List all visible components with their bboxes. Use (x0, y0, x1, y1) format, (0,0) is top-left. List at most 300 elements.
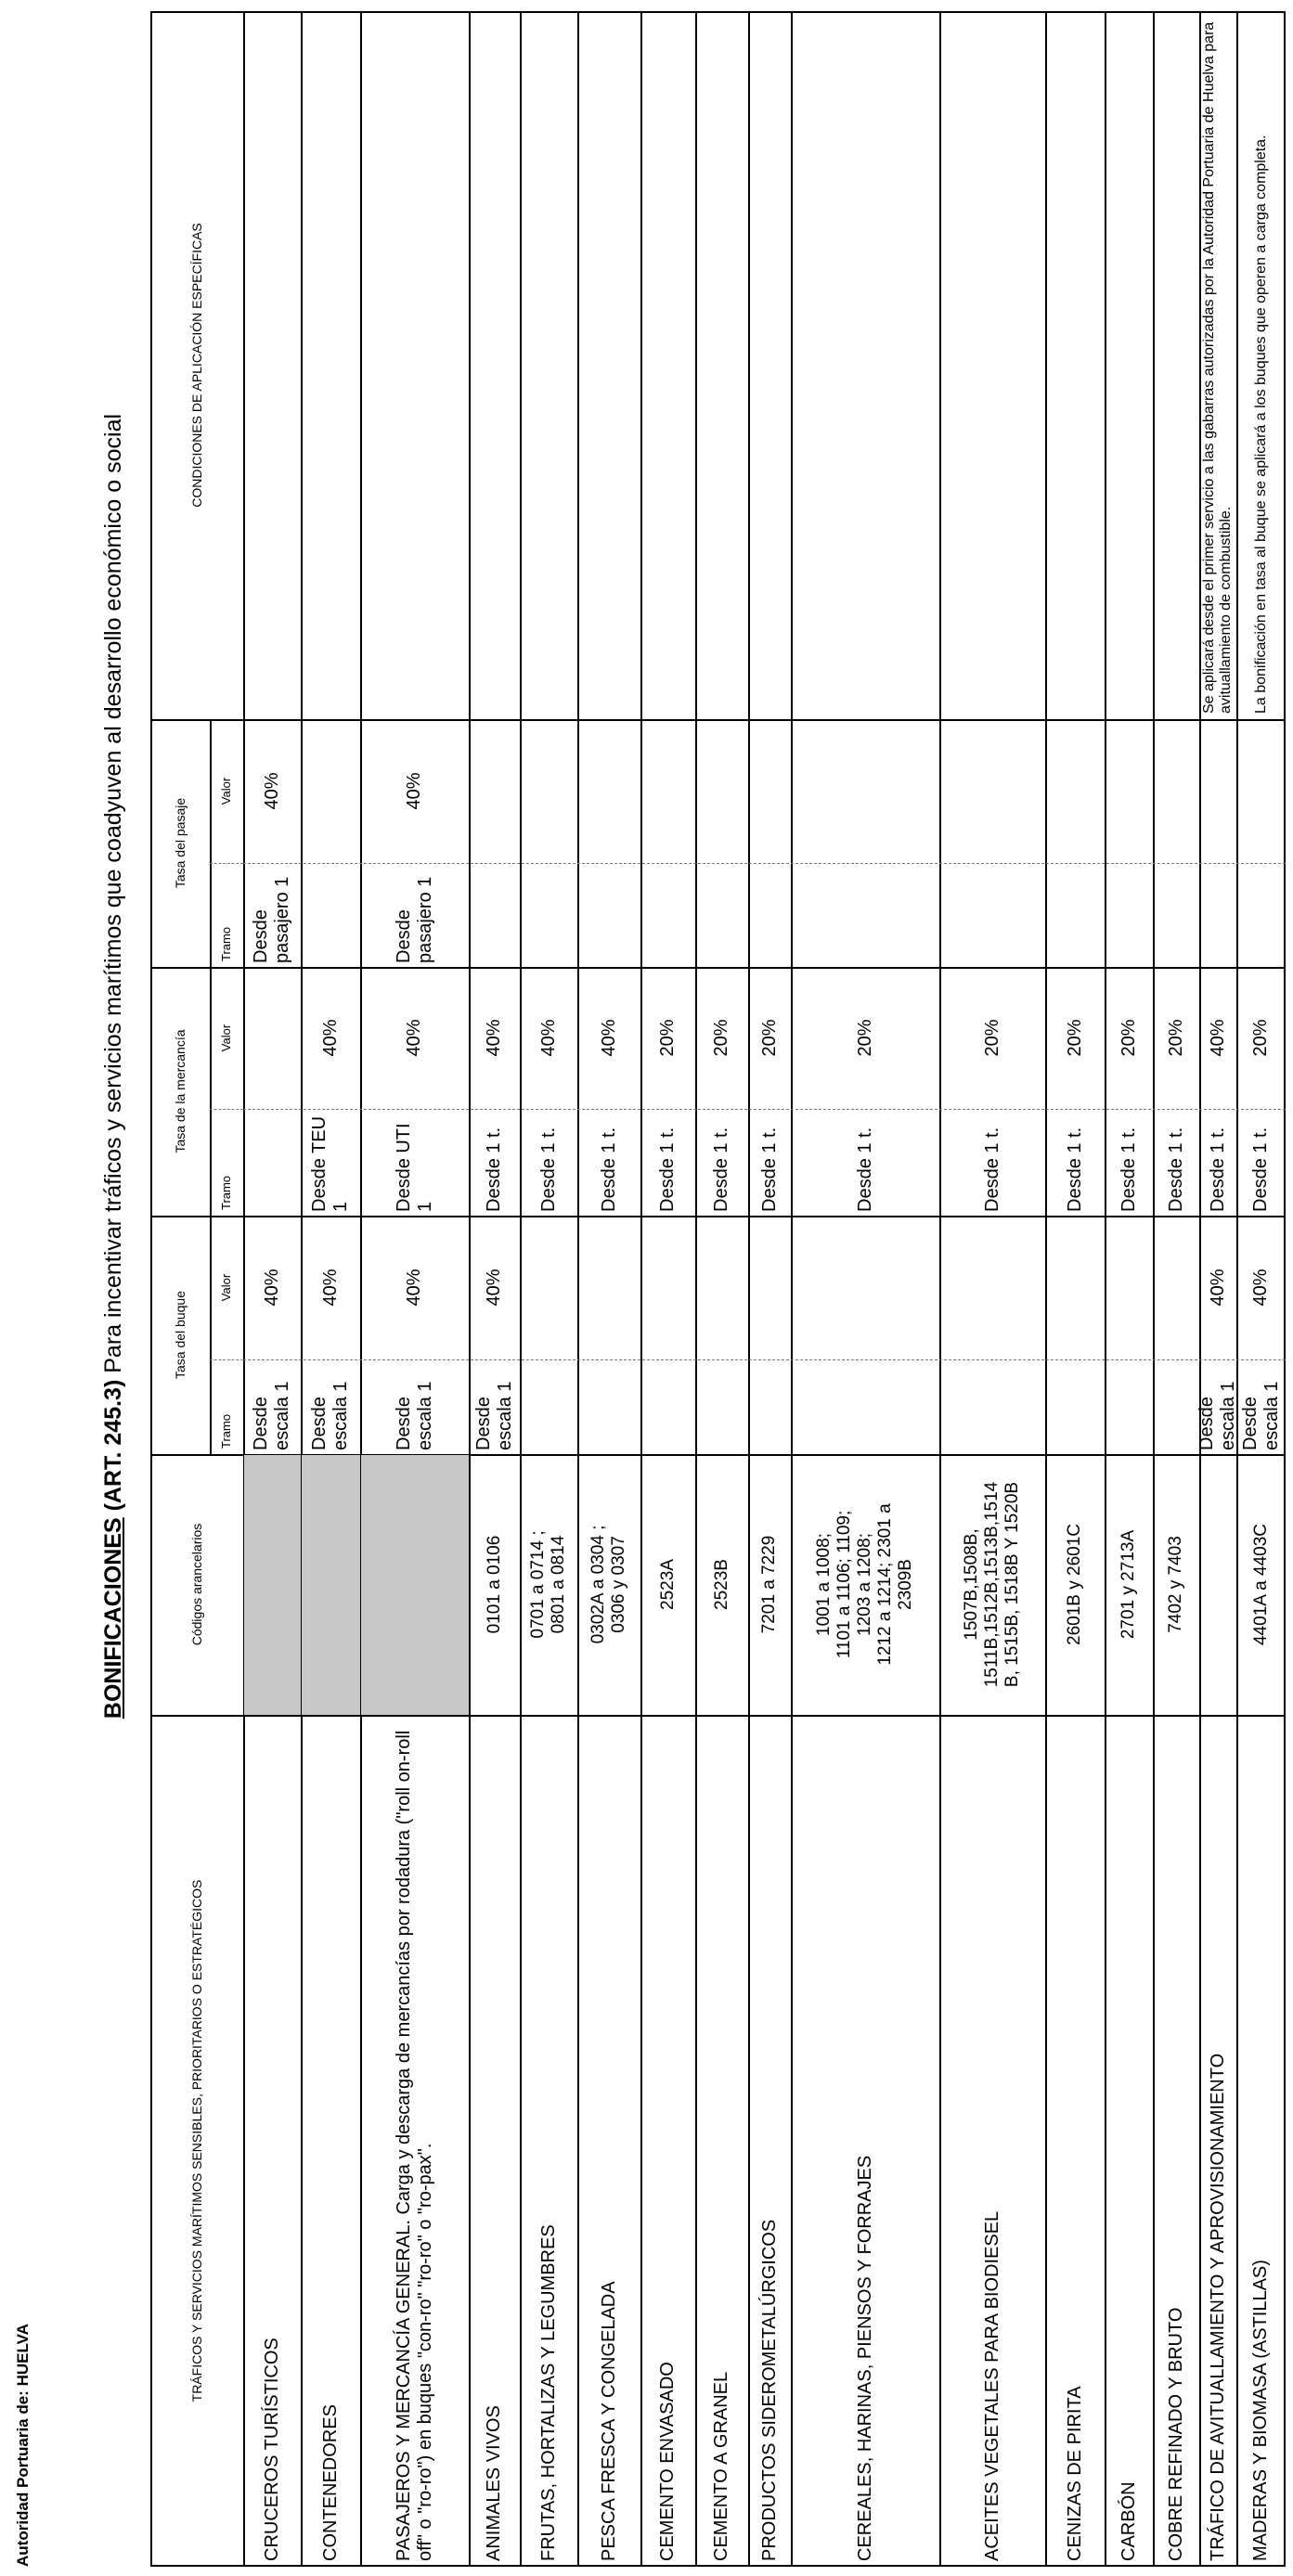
pasaje-tramo-cell (791, 863, 939, 967)
codes-cell: 1001 a 1008; 1101 a 1106; 1109; 1203 a 1208; 1212 a 1214; 2301 a 2309B (814, 1503, 915, 1666)
merc-tramo-cell: Desde 1 t. (1064, 1127, 1085, 1212)
header-merc-tramo-box (210, 1109, 243, 1216)
traffic-cell-box (695, 1715, 748, 2567)
codes-cell-box (577, 1454, 640, 1715)
pasaje-tramo-cell (301, 863, 360, 967)
merc-valor-cell: 20% (1118, 1019, 1139, 1057)
codes-cell (360, 1454, 469, 1715)
conditions-cell-box (640, 11, 695, 719)
buque-tramo-cell (695, 1359, 748, 1454)
pasaje-valor-cell (1199, 719, 1236, 863)
buque-valor-cell: 40% (404, 1269, 424, 1307)
merc-tramo-cell: Desde 1 t. (537, 1127, 559, 1212)
merc-valor-cell-box (640, 967, 695, 1109)
buque-valor-cell-box (1045, 1216, 1105, 1359)
buque-valor-cell-box (640, 1216, 695, 1359)
codes-cell-box (1045, 1454, 1105, 1715)
buque-valor-cell-box (1153, 1216, 1199, 1359)
header-traffic: TRÁFICOS Y SERVICIOS MARÍTIMOS SENSIBLES, PRIORITARIOS O ESTRATÉGICOS (188, 1879, 204, 2402)
pasaje-tramo-cell-box (1199, 863, 1236, 967)
buque-valor-cell-box (939, 1216, 1045, 1359)
merc-valor-cell: 20% (657, 1019, 678, 1057)
conditions-cell-box (1199, 11, 1236, 719)
codes-cell-box (243, 1454, 301, 1715)
conditions-cell-box (520, 11, 577, 719)
document-title (85, 22, 141, 2110)
merc-tramo-cell-box (360, 1109, 469, 1216)
codes-cell-box (939, 1454, 1045, 1715)
header-traffic-box (150, 1715, 243, 2567)
buque-valor-cell-box (577, 1216, 640, 1359)
traffic-cell-box (577, 1715, 640, 2567)
header-conditions: CONDICIONES DE APLICACIÓN ESPECÍFICAS (188, 223, 204, 508)
pasaje-valor-cell-box (1236, 719, 1286, 863)
buque-valor-cell-box (301, 1216, 360, 1359)
codes-cell: 0701 a 0714 ; 0801 a 0814 (528, 1530, 568, 1639)
header-buque-tramo-box (210, 1359, 243, 1454)
conditions-cell-box (1236, 11, 1286, 719)
pasaje-tramo-cell-box (1045, 863, 1105, 967)
traffic-cell-box (748, 1715, 791, 2567)
pasaje-valor-cell-box (748, 719, 791, 863)
buque-tramo-cell: Desde escala 1 (251, 1381, 292, 1450)
buque-tramo-cell (1105, 1359, 1153, 1454)
merc-valor-cell: 20% (758, 1019, 780, 1057)
buque-tramo-cell: Desde escala 1 (472, 1381, 515, 1450)
codes-cell: 4401A a 4403C (1250, 1524, 1271, 1646)
header-tasa-pasaje-box (150, 719, 210, 967)
buque-tramo-cell-box (791, 1359, 939, 1454)
pasaje-valor-cell-box (791, 719, 939, 863)
conditions-cell (301, 11, 360, 719)
buque-valor-cell (1105, 1216, 1153, 1359)
buque-valor-cell-box (1199, 1216, 1236, 1359)
traffic-cell: PESCA FRESCA Y CONGELADA (598, 2281, 619, 2561)
pasaje-tramo-cell-box (577, 863, 640, 967)
merc-valor-cell: 20% (1064, 1019, 1085, 1057)
merc-tramo-cell: Desde 1 t. (854, 1127, 875, 1212)
buque-tramo-cell-box (939, 1359, 1045, 1454)
traffic-cell: CEREALES, HARINAS, PIENSOS Y FORRAJES (854, 2155, 875, 2561)
traffic-cell: CEMENTO A GRANEL (711, 2371, 732, 2561)
buque-tramo-cell-box (1045, 1359, 1105, 1454)
header-pasaje-valor: Valor (218, 777, 233, 805)
codes-cell-box (791, 1454, 939, 1715)
codes-cell-box (360, 1454, 469, 1715)
buque-tramo-cell-box (748, 1359, 791, 1454)
header-pasaje-valor-box (210, 719, 243, 863)
conditions-cell-box (695, 11, 748, 719)
merc-tramo-cell: Desde UTI 1 (393, 1123, 435, 1212)
codes-cell: 2601B y 2601C (1065, 1524, 1085, 1645)
conditions-cell-box (360, 11, 469, 719)
traffic-cell-box (520, 1715, 577, 2567)
codes-cell-box (301, 1454, 360, 1715)
pasaje-tramo-cell (695, 863, 748, 967)
pasaje-tramo-cell: Desde pasajero 1 (393, 876, 435, 963)
conditions-cell-box (301, 11, 360, 719)
conditions-cell (939, 11, 1045, 719)
merc-valor-cell-box (577, 967, 640, 1109)
pasaje-tramo-cell (520, 863, 577, 967)
pasaje-valor-cell: 40% (261, 772, 282, 810)
traffic-cell-box (469, 1715, 520, 2567)
merc-valor-cell-box (1105, 967, 1153, 1109)
merc-tramo-cell-box (243, 1109, 301, 1216)
merc-tramo-cell: Desde 1 t. (657, 1127, 678, 1212)
merc-tramo-cell: Desde 1 t. (484, 1127, 504, 1212)
merc-valor-cell: 40% (484, 1019, 504, 1057)
grid-line (210, 1109, 243, 1110)
codes-cell-box (1199, 1454, 1236, 1715)
pasaje-tramo-cell (1199, 863, 1236, 967)
merc-tramo-cell: Desde 1 t. (1207, 1127, 1228, 1212)
merc-tramo-cell-box (1045, 1109, 1105, 1216)
buque-tramo-cell (520, 1359, 577, 1454)
traffic-cell: TRÁFICO DE AVITUALLAMIENTO Y APROVISIONAMIENTO (1207, 2053, 1228, 2561)
pasaje-valor-cell-box (1045, 719, 1105, 863)
merc-tramo-cell-box (748, 1109, 791, 1216)
merc-valor-cell-box (520, 967, 577, 1109)
pasaje-valor-cell (748, 719, 791, 863)
codes-cell: 0101 a 0106 (484, 1535, 504, 1634)
pasaje-tramo-cell (640, 863, 695, 967)
conditions-cell-box (1045, 11, 1105, 719)
merc-valor-cell-box (1045, 967, 1105, 1109)
header-codes-box (150, 1454, 243, 1715)
buque-tramo-cell-box (469, 1359, 520, 1454)
buque-valor-cell (791, 1216, 939, 1359)
merc-tramo-cell: Desde 1 t. (711, 1127, 731, 1212)
pasaje-tramo-cell-box (301, 863, 360, 967)
merc-valor-cell-box (469, 967, 520, 1109)
header-tasa-buque-box (150, 1216, 210, 1454)
merc-valor-cell: 20% (1165, 1019, 1186, 1057)
pasaje-valor-cell-box (695, 719, 748, 863)
merc-tramo-cell-box (640, 1109, 695, 1216)
pasaje-tramo-cell (469, 863, 520, 967)
pasaje-valor-cell-box (939, 719, 1045, 863)
codes-cell: 2523B (711, 1559, 731, 1610)
buque-valor-cell-box (1105, 1216, 1153, 1359)
merc-tramo-cell: Desde 1 t. (1250, 1127, 1271, 1212)
buque-tramo-cell (791, 1359, 939, 1454)
traffic-cell: PRODUCTOS SIDEROMETALÚRGICOS (758, 2219, 780, 2561)
pasaje-valor-cell (640, 719, 695, 863)
header-tasa-mercancia: Tasa de la mercancía (172, 1029, 187, 1153)
conditions-cell-box (469, 11, 520, 719)
traffic-cell-box (1236, 1715, 1286, 2567)
pasaje-tramo-cell-box (791, 863, 939, 967)
traffic-cell-box (360, 1715, 469, 2567)
conditions-cell-box (243, 11, 301, 719)
conditions-cell (1045, 11, 1105, 719)
codes-cell-box (469, 1454, 520, 1715)
conditions-cell (469, 11, 520, 719)
pasaje-tramo-cell-box (1236, 863, 1286, 967)
merc-valor-cell-box (360, 967, 469, 1109)
codes-cell (243, 1454, 301, 1715)
buque-tramo-cell (939, 1359, 1045, 1454)
buque-valor-cell-box (520, 1216, 577, 1359)
pasaje-valor-cell-box (520, 719, 577, 863)
merc-tramo-cell-box (695, 1109, 748, 1216)
pasaje-valor-cell-box (469, 719, 520, 863)
traffic-cell-box (1153, 1715, 1199, 2567)
conditions-cell (748, 11, 791, 719)
conditions-cell-box (939, 11, 1045, 719)
pasaje-valor-cell-box (1105, 719, 1153, 863)
traffic-cell: ANIMALES VIVOS (484, 2405, 505, 2561)
header-pasaje-tramo-box (210, 863, 243, 967)
conditions-cell (791, 11, 939, 719)
merc-valor-cell-box (695, 967, 748, 1109)
buque-valor-cell: 40% (1207, 1269, 1228, 1307)
conditions-cell: Se aplicará desde el primer servicio a las gabarras autorizadas por la Autoridad Portuaria de Huelva para avituallamiento de combustible. (1201, 21, 1234, 714)
conditions-cell (360, 11, 469, 719)
pasaje-tramo-cell: Desde pasajero 1 (251, 876, 292, 963)
buque-valor-cell-box (695, 1216, 748, 1359)
merc-tramo-cell-box (520, 1109, 577, 1216)
buque-valor-cell (748, 1216, 791, 1359)
merc-valor-cell-box (748, 967, 791, 1109)
merc-tramo-cell: Desde 1 t. (758, 1127, 780, 1212)
traffic-cell: CENIZAS DE PIRITA (1064, 2386, 1085, 2561)
pasaje-valor-cell (1236, 719, 1286, 863)
pasaje-tramo-cell-box (469, 863, 520, 967)
codes-cell: 2701 y 2713A (1118, 1529, 1139, 1640)
codes-cell-box (520, 1454, 577, 1715)
merc-valor-cell: 20% (981, 1019, 1002, 1057)
codes-cell (1199, 1454, 1236, 1715)
conditions-cell-box (748, 11, 791, 719)
header-tasa-mercancia-box (150, 967, 210, 1216)
pasaje-valor-cell-box (243, 719, 301, 863)
pasaje-tramo-cell (1153, 863, 1199, 967)
traffic-cell: COBRE REFINADO Y BRUTO (1165, 2307, 1186, 2561)
header-tasa-buque: Tasa del buque (172, 1291, 187, 1379)
merc-tramo-cell (243, 1109, 301, 1216)
codes-cell-box (695, 1454, 748, 1715)
traffic-cell: CRUCEROS TURÍSTICOS (261, 2338, 282, 2561)
pasaje-tramo-cell-box (695, 863, 748, 967)
conditions-cell (1105, 11, 1153, 719)
buque-tramo-cell: Desde escala 1 (1239, 1381, 1282, 1450)
header-buque-tramo: Tramo (218, 1413, 233, 1449)
traffic-cell: CONTENEDORES (319, 2404, 341, 2561)
title-article: (ART. 245.3) (99, 1379, 126, 1518)
pasaje-valor-cell-box (360, 719, 469, 863)
buque-valor-cell (1045, 1216, 1105, 1359)
buque-tramo-cell-box (1105, 1359, 1153, 1454)
pasaje-valor-cell (577, 719, 640, 863)
buque-valor-cell: 40% (1250, 1269, 1271, 1307)
traffic-cell-box (1045, 1715, 1105, 2567)
pasaje-valor-cell-box (301, 719, 360, 863)
codes-cell-box (1153, 1454, 1199, 1715)
merc-valor-cell: 40% (537, 1019, 559, 1057)
pasaje-valor-cell (301, 719, 360, 863)
pasaje-tramo-cell (748, 863, 791, 967)
pasaje-tramo-cell (577, 863, 640, 967)
pasaje-valor-cell (939, 719, 1045, 863)
header-merc-tramo: Tramo (218, 1175, 233, 1210)
buque-tramo-cell (748, 1359, 791, 1454)
buque-valor-cell-box (1236, 1216, 1286, 1359)
conditions-cell (577, 11, 640, 719)
header-codes: Códigos arancelarios (188, 1523, 204, 1646)
buque-tramo-cell: Desde escala 1 (309, 1381, 351, 1450)
buque-valor-cell: 40% (261, 1269, 282, 1307)
conditions-cell-box (577, 11, 640, 719)
traffic-cell: CEMENTO ENVASADO (657, 2362, 679, 2561)
header-buque-valor-box (210, 1216, 243, 1359)
merc-tramo-cell-box (1236, 1109, 1286, 1216)
pasaje-valor-cell (1153, 719, 1199, 863)
codes-cell: 1507B,1508B, 1511B,1512B,1513B,1514 B, 1515B, 1518B Y 1520B (962, 1481, 1022, 1688)
merc-tramo-cell: Desde 1 t. (981, 1127, 1002, 1212)
pasaje-tramo-cell-box (1153, 863, 1199, 967)
buque-valor-cell (695, 1216, 748, 1359)
conditions-cell (640, 11, 695, 719)
buque-valor-cell: 40% (484, 1269, 504, 1307)
traffic-cell: CARBÓN (1118, 2481, 1139, 2561)
grid-line (210, 1359, 243, 1360)
merc-valor-cell (243, 967, 301, 1109)
title-bonificaciones: BONIFICACIONES (99, 1517, 126, 1719)
buque-valor-cell (520, 1216, 577, 1359)
traffic-cell: ACEITES VEGETALES PARA BIODIESEL (981, 2210, 1002, 2561)
traffic-cell: PASAJEROS Y MERCANCÍA GENERAL. Carga y descarga de mercancías por rodadura ("roll on-roll off" o "ro-ro") en buques "con-ro" "ro-ro" o "ro-pax". (394, 1730, 435, 2561)
merc-valor-cell: 20% (1250, 1019, 1271, 1057)
buque-tramo-cell: Desde escala 1 (1196, 1381, 1238, 1450)
codes-cell: 7402 y 7403 (1166, 1536, 1186, 1633)
buque-tramo-cell-box (577, 1359, 640, 1454)
pasaje-tramo-cell-box (360, 863, 469, 967)
codes-cell-box (640, 1454, 695, 1715)
codes-cell (301, 1454, 360, 1715)
merc-tramo-cell-box (577, 1109, 640, 1216)
title-description: Para incentivar tráficos y servicios marítimos que coadyuven al desarrollo económico o social (99, 413, 126, 1380)
buque-tramo-cell-box (1196, 1359, 1238, 1454)
buque-tramo-cell-box (301, 1359, 360, 1454)
merc-valor-cell: 40% (598, 1019, 619, 1057)
merc-valor-cell-box (939, 967, 1045, 1109)
merc-tramo-cell-box (791, 1109, 939, 1216)
codes-cell: 0302A a 0304 ; 0306 y 0307 (588, 1525, 628, 1644)
merc-tramo-cell: Desde 1 t. (598, 1127, 619, 1212)
buque-valor-cell (640, 1216, 695, 1359)
traffic-cell-box (301, 1715, 360, 2567)
merc-tramo-cell-box (1153, 1109, 1199, 1216)
header-pasaje-tramo: Tramo (218, 926, 233, 961)
pasaje-tramo-cell-box (939, 863, 1045, 967)
merc-valor-cell: 40% (404, 1019, 424, 1057)
document-title-box (85, 11, 141, 2331)
conditions-cell-box (1105, 11, 1153, 719)
codes-cell: 2523A (657, 1559, 678, 1610)
header-merc-valor-box (210, 967, 243, 1109)
merc-tramo-cell: Desde 1 t. (1118, 1127, 1139, 1212)
buque-tramo-cell: Desde escala 1 (393, 1381, 435, 1450)
traffic-cell: FRUTAS, HORTALIZAS Y LEGUMBRES (537, 2224, 559, 2561)
buque-tramo-cell-box (1153, 1359, 1199, 1454)
pasaje-valor-cell-box (640, 719, 695, 863)
merc-tramo-cell-box (1199, 1109, 1236, 1216)
buque-valor-cell-box (469, 1216, 520, 1359)
pasaje-valor-cell-box (577, 719, 640, 863)
conditions-cell (520, 11, 577, 719)
codes-cell-box (748, 1454, 791, 1715)
pasaje-tramo-cell (1105, 863, 1153, 967)
merc-tramo-cell: Desde 1 t. (1165, 1127, 1186, 1212)
buque-valor-cell-box (360, 1216, 469, 1359)
conditions-cell (695, 11, 748, 719)
pasaje-valor-cell (695, 719, 748, 863)
buque-tramo-cell (1153, 1359, 1199, 1454)
traffic-cell-box (939, 1715, 1045, 2567)
traffic-cell-box (1105, 1715, 1153, 2567)
merc-valor-cell-box (243, 967, 301, 1109)
buque-tramo-cell-box (1236, 1359, 1286, 1454)
merc-valor-cell-box (1153, 967, 1199, 1109)
codes-cell-box (1105, 1454, 1153, 1715)
pasaje-tramo-cell-box (243, 863, 301, 967)
buque-valor-cell-box (243, 1216, 301, 1359)
buque-tramo-cell (1045, 1359, 1105, 1454)
pasaje-tramo-cell (1236, 863, 1286, 967)
pasaje-tramo-cell (1045, 863, 1105, 967)
header-merc-valor: Valor (218, 1024, 233, 1052)
buque-tramo-cell-box (520, 1359, 577, 1454)
pasaje-valor-cell-box (1153, 719, 1199, 863)
pasaje-valor-cell (1105, 719, 1153, 863)
header-tasa-pasaje: Tasa del pasaje (172, 797, 187, 889)
merc-valor-cell-box (1236, 967, 1286, 1109)
pasaje-tramo-cell-box (640, 863, 695, 967)
header-buque-valor: Valor (218, 1273, 233, 1302)
merc-valor-cell: 20% (711, 1019, 731, 1057)
merc-tramo-cell: Desde TEU 1 (309, 1115, 351, 1212)
merc-tramo-cell-box (469, 1109, 520, 1216)
codes-cell: 7201 a 7229 (759, 1535, 780, 1634)
pasaje-valor-cell (469, 719, 520, 863)
traffic-cell-box (1199, 1715, 1236, 2567)
header-conditions-box (150, 11, 243, 719)
merc-valor-cell: 20% (854, 1019, 875, 1057)
merc-valor-cell-box (301, 967, 360, 1109)
conditions-cell (1153, 11, 1199, 719)
codes-cell-box (1236, 1454, 1286, 1715)
authority-label: Autoridad Portuaria de: HUELVA (14, 2324, 32, 2567)
pasaje-tramo-cell (939, 863, 1045, 967)
conditions-cell: La bonificación en tasa al buque se aplicará a los buques que operen a carga completa. (1252, 135, 1269, 714)
buque-tramo-cell (577, 1359, 640, 1454)
merc-tramo-cell-box (939, 1109, 1045, 1216)
buque-valor-cell: 40% (319, 1269, 341, 1307)
pasaje-valor-cell (1045, 719, 1105, 863)
pasaje-tramo-cell-box (520, 863, 577, 967)
merc-valor-cell-box (791, 967, 939, 1109)
pasaje-valor-cell (520, 719, 577, 863)
pasaje-tramo-cell-box (1105, 863, 1153, 967)
buque-tramo-cell-box (243, 1359, 301, 1454)
traffic-cell: MADERAS Y BIOMASA (ASTILLAS) (1250, 2260, 1272, 2561)
pasaje-tramo-cell-box (748, 863, 791, 967)
merc-valor-cell: 40% (319, 1019, 341, 1057)
buque-valor-cell (1153, 1216, 1199, 1359)
buque-valor-cell (577, 1216, 640, 1359)
